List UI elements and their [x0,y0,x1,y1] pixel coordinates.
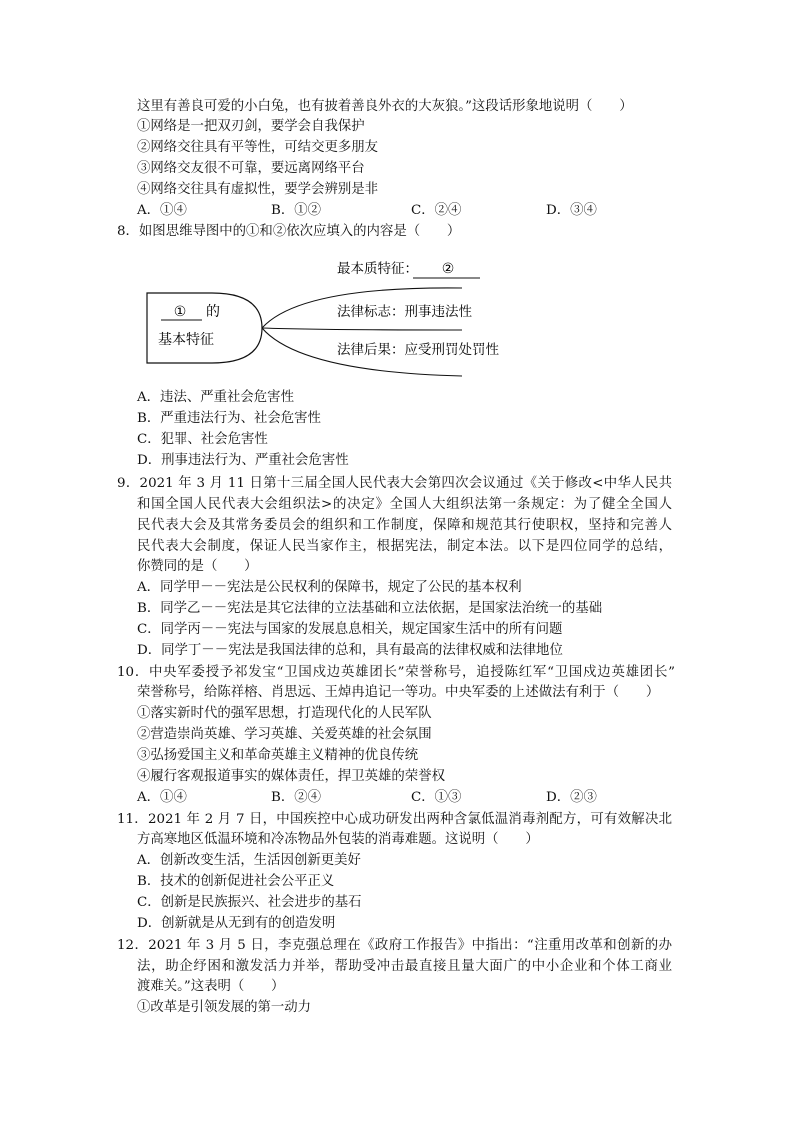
q8-option-c: C．犯罪、社会危害性 [137,432,268,447]
q11-option-b: B．技术的创新促进社会公平正义 [137,874,335,889]
q7-option-d: D．③④ [546,203,597,218]
q8-mind-map [0,248,794,388]
q8-option-d: D．刑事违法行为、严重社会危害性 [137,453,349,468]
q7-option-c: C．②④ [411,203,462,218]
q10-option-c: C．①③ [411,790,462,805]
q10-item-3: ③弘扬爱国主义和革命英雄主义精神的优良传统 [137,748,419,763]
q7-item-2: ②网络交往具有平等性，可结交更多朋友 [137,140,379,155]
q9-option-c: C．同学丙－－宪法与国家的发展息息相关，规定国家生活中的所有问题 [137,622,563,637]
q10-options [137,788,657,808]
q12-stem-line-2: 法，助企纾困和激发活力并举，帮助受冲击最直接且量大面广的中小企业和个体工商业 [137,959,672,974]
q7-item-3: ③网络交友很不可靠，要远离网络平台 [137,161,365,176]
q12-item-1: ①改革是引领发展的第一动力 [137,1000,312,1015]
q9-stem-line-2: 和国全国人民代表大会组织法>的决定》全国人大组织法第一条规定：为了健全全国人 [137,497,672,512]
box-de-char: 的 [206,304,220,320]
q10-option-d: D．②③ [546,790,597,805]
q8-stem: 8．如图思维导图中的①和②依次应填入的内容是（ ） [117,224,461,239]
q9-option-b: B．同学乙－－宪法是其它法律的立法基础和立法依据，是国家法治统一的基础 [137,601,603,616]
q10-item-1: ①落实新时代的强军思想，打造现代化的人民军队 [137,706,432,721]
box-basic-features: 基本特征 [158,332,214,348]
q11-option-a: A．创新改变生活，生活因创新更美好 [137,853,361,868]
q11-option-d: D．创新就是从无到有的创造发明 [137,916,336,931]
box-blank-number: ① [173,304,187,320]
branch-middle [262,328,462,330]
bottom-feature-label: 法律后果：应受刑罚处罚性 [337,342,499,358]
q7-option-a: A．①④ [137,203,187,218]
q9-stem-line-1: 9．2021 年 3 月 11 日第十三届全国人民代表大会第四次会议通过《关于修改<中华人民共 [117,476,672,491]
q8-option-b: B．严重违法行为、社会危害性 [137,411,321,426]
mind-map-box [147,293,262,363]
q9-stem-line-5: 你赞同的是（ ） [137,559,258,574]
q11-stem-line-2: 方高寒地区低温环境和冷冻物品外包装的消毒难题。这说明（ ） [137,832,539,847]
q9-stem-line-4: 民代表大会制度，保证人民当家作主，根据宪法，制定本法。以下是四位同学的总结， [137,539,672,554]
top-blank-number: ② [441,261,455,277]
top-feature-label: 最本质特征： [337,261,418,277]
q7-item-4: ④网络交往具有虚拟性，要学会辨别是非 [137,182,379,197]
q8-option-a: A．违法、严重社会危害性 [137,390,294,405]
q9-option-a: A．同学甲－－宪法是公民权利的保障书，规定了公民的基本权利 [137,580,522,595]
q10-item-2: ②营造崇尚英雄、学习英雄、关爱英雄的社会氛围 [137,727,432,742]
q9-stem-line-3: 民代表大会及其常务委员会的组织和工作制度，保障和规范其行使职权，坚持和完善人 [137,518,672,533]
q10-item-4: ④履行客观报道事实的媒体责任，捍卫英雄的荣誉权 [137,769,445,784]
q7-item-1: ①网络是一把双刃剑，要学会自我保护 [137,119,365,134]
q10-stem-line-1: 10．中央军委授予祁发宝“卫国戍边英雄团长”荣誉称号，追授陈红军“卫国戍边英雄团长” [117,665,675,680]
q12-stem-line-1: 12．2021 年 3 月 5 日，李克强总理在《政府工作报告》中指出：“注重用改革和创新的办 [117,938,672,953]
q10-option-a: A．①④ [137,790,187,805]
q7-options [137,201,657,221]
q10-stem-line-2: 荣誉称号，给陈祥榕、肖思远、王焯冉追记一等功。中央军委的上述做法有利于（ ） [137,685,660,700]
q12-stem-line-3: 渡难关。”这表明（ ） [137,979,285,994]
middle-feature-label: 法律标志：刑事违法性 [337,304,472,320]
q7-stem-tail: 这里有善良可爱的小白兔，也有披着善良外衣的大灰狼。”这段话形象地说明（ ） [137,99,633,114]
q7-option-b: B．①② [271,203,322,218]
q11-option-c: C．创新是民族振兴、社会进步的基石 [137,895,362,910]
q10-option-b: B．②④ [271,790,322,805]
q11-stem-line-1: 11．2021 年 2 月 7 日，中国疾控中心成功研发出两种含氯低温消毒剂配方，可有效解决北 [117,812,672,827]
q9-option-d: D．同学丁－－宪法是我国法律的总和，具有最高的法律权威和法律地位 [137,643,563,658]
